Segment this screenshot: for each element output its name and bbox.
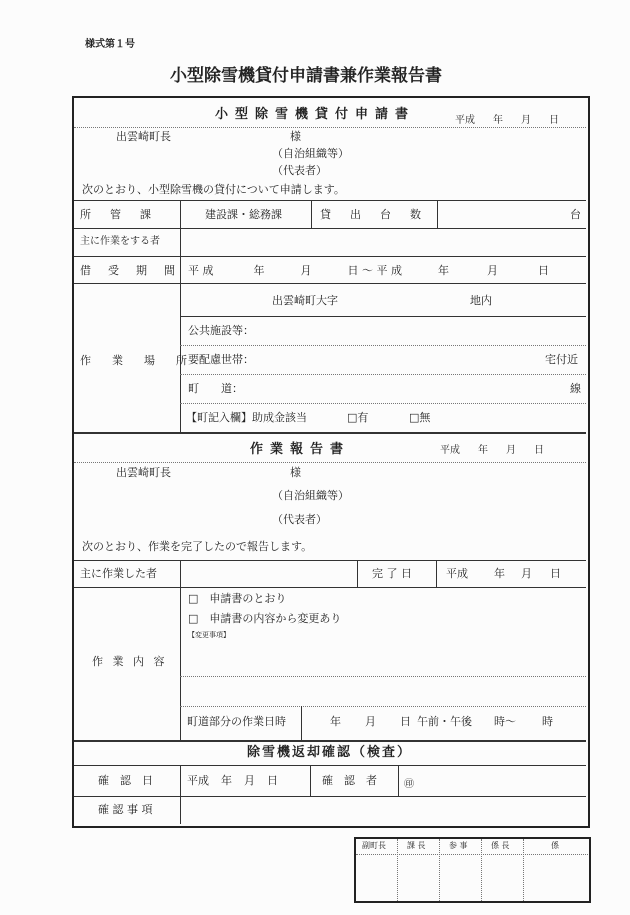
report-statement: 次のとおり、作業を完了したので報告します。 xyxy=(82,540,313,553)
approval-section-chief: 課 長 xyxy=(407,841,426,850)
loan-period: 平 成 年 月 日 ～ 平 成 年 月 日 xyxy=(188,264,549,277)
check-date: 平成 年 月 日 xyxy=(187,774,278,787)
road-work-label: 町道部分の作業日時 xyxy=(187,715,286,728)
subsidy-no-checkbox[interactable]: □無 xyxy=(409,411,431,424)
road-suffix: 線 xyxy=(570,382,581,395)
return-check-heading: 除雪機返却確認（検査） xyxy=(247,745,413,760)
report-honorific: 様 xyxy=(290,466,301,479)
town-entry-label: 【町記入欄】助成金該当 xyxy=(186,411,307,424)
approval-subsection-chief: 係 長 xyxy=(491,841,510,850)
divider xyxy=(74,127,586,128)
rep-label: （代表者） xyxy=(272,164,327,177)
place-label: 作 業 場 所 xyxy=(80,354,192,367)
report-addressee: 出雲崎町長 xyxy=(116,466,171,479)
application-date: 平成 年 月 日 xyxy=(455,115,559,126)
report-worker-label: 主に作業した者 xyxy=(80,567,157,580)
check-date-label: 確 認 日 xyxy=(98,774,153,787)
org-label: （自治組織等） xyxy=(272,147,349,160)
approval-staff: 係 xyxy=(551,841,559,850)
application-heading: 小型除雪機貸付申請書 xyxy=(215,107,416,122)
changed-checkbox[interactable]: □ 申請書の内容から変更あり xyxy=(188,612,342,625)
application-statement: 次のとおり、小型除雪機の貸付について申請します。 xyxy=(82,183,345,196)
change-note-label: 【変更事項】 xyxy=(188,631,230,639)
form-number: 様式第１号 xyxy=(85,39,135,50)
confirmer-label: 確 認 者 xyxy=(322,774,377,787)
place-town: 出雲崎町大字 xyxy=(272,294,338,307)
check-items-label: 確 認 事 項 xyxy=(98,803,153,816)
dept-value: 建設課・総務課 xyxy=(205,208,282,221)
report-org-label: （自治組織等） xyxy=(272,489,349,502)
done-date: 平成 年 月 日 xyxy=(446,567,561,580)
done-label: 完 了 日 xyxy=(372,567,412,580)
dept-label: 所 管 課 xyxy=(80,208,155,221)
page-title: 小型除雪機貸付申請書兼作業報告書 xyxy=(170,66,442,86)
content-label: 作 業 内 容 xyxy=(92,655,168,668)
count-label: 貸 出 台 数 xyxy=(320,208,425,221)
report-rep-label: （代表者） xyxy=(272,513,327,526)
worker-label: 主に作業をする者 xyxy=(80,236,160,247)
count-unit: 台 xyxy=(570,208,581,221)
subsidy-yes-checkbox[interactable]: □有 xyxy=(347,411,369,424)
period-label: 借 受 期 間 xyxy=(80,264,178,277)
report-date: 平成 年 月 日 xyxy=(440,445,544,456)
road-work-date: 年 月 日 午前・午後 時～ 時 xyxy=(330,715,553,728)
care-suffix: 宅付近 xyxy=(545,353,578,366)
town-road-label: 町 道： xyxy=(188,382,243,395)
care-household-label: 要配慮世帯： xyxy=(188,353,254,366)
approval-counselor: 参 事 xyxy=(449,841,468,850)
place-suffix: 地内 xyxy=(470,294,492,307)
seal-mark: ㊞ xyxy=(404,779,414,790)
public-facility-label: 公共施設等： xyxy=(188,324,254,337)
approval-deputy-mayor: 副町長 xyxy=(362,841,386,850)
as-applied-checkbox[interactable]: □ 申請書のとおり xyxy=(188,592,287,605)
honorific: 様 xyxy=(290,130,301,143)
report-heading: 作業報告書 xyxy=(250,442,351,457)
addressee: 出雲崎町長 xyxy=(116,130,171,143)
